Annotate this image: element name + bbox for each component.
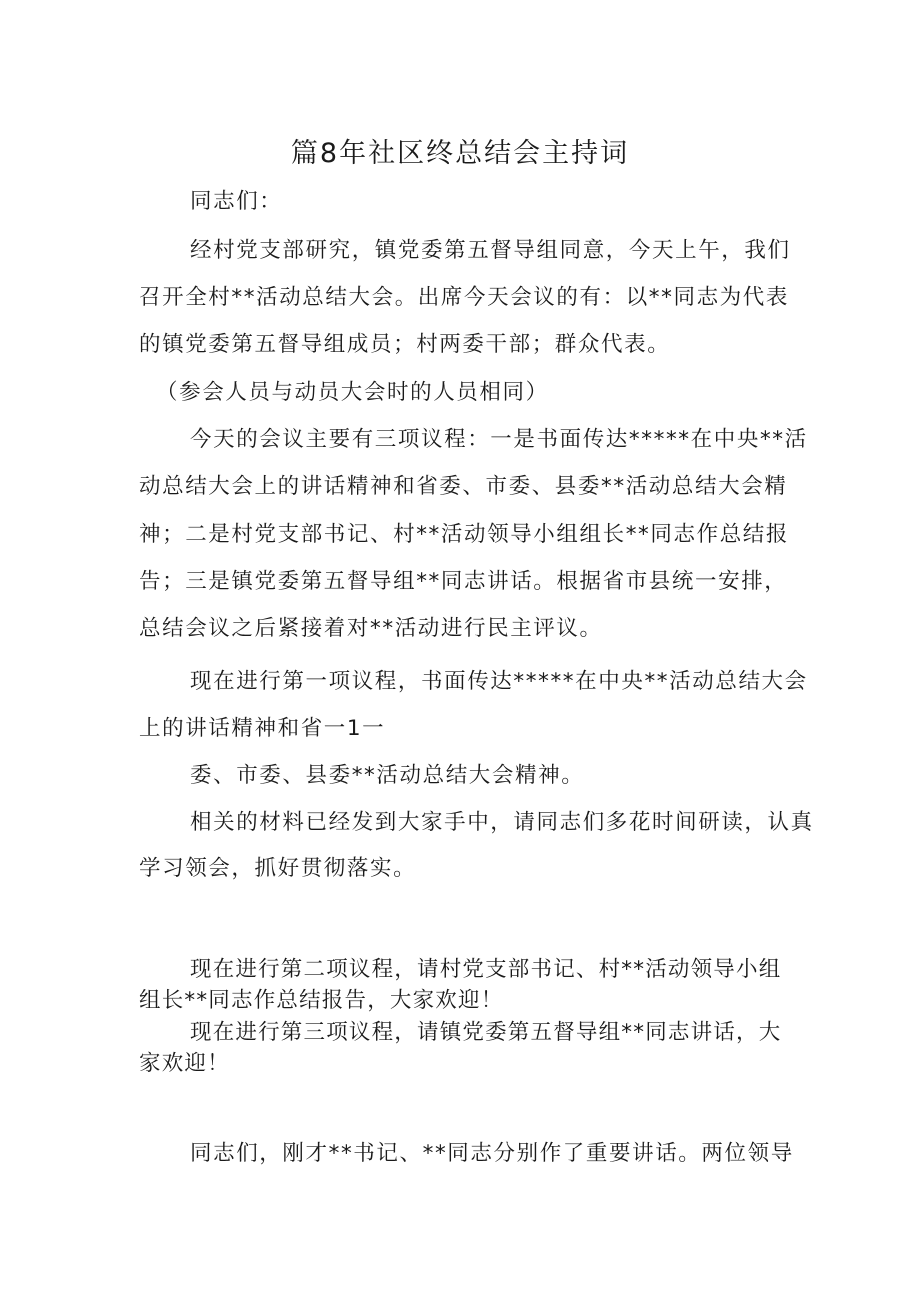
paragraph-2-line-4: 告；三是镇党委第五督导组**同志讲话。根据省市县统一安排， [139,569,788,594]
paragraph-3-line-1: 现在进行第一项议程，书面传达*****在中央**活动总结大会 [190,669,808,694]
paragraph-1-line-2: 召开全村**活动总结大会。出席今天会议的有：以**同志为代表 [139,285,790,310]
paragraph-2-line-5: 总结会议之后紧接着对**活动进行民主评议。 [139,616,603,641]
paragraph-6-line-2: 家欢迎！ [139,1051,230,1076]
paragraph-2-line-3: 神；二是村党支部书记、村**活动领导小组组长**同志作总结报 [139,522,790,547]
paragraph-2-line-2: 动总结大会上的讲话精神和省委、市委、县委**活动总结大会精 [139,474,788,499]
paragraph-5-line-1: 现在进行第二项议程，请村党支部书记、村**活动领导小组 [190,957,782,982]
greeting-line: 同志们： [190,189,283,214]
document-title: 篇8年社区终总结会主持词 [290,138,630,169]
paragraph-4-line-1: 相关的材料已经发到大家手中，请同志们多花时间研读，认真 [190,810,814,835]
paragraph-2-line-1: 今天的会议主要有三项议程：一是书面传达*****在中央**活 [190,427,808,452]
paragraph-1-line-1: 经村党支部研究，镇党委第五督导组同意，今天上午，我们 [190,238,791,263]
paragraph-3-line-2: 上的讲话精神和省一1一 [139,716,386,741]
paragraph-7-line-1: 同志们，刚才**书记、**同志分别作了重要讲话。两位领导 [190,1141,794,1166]
paragraph-5-line-2: 组长**同志作总结报告，大家欢迎！ [139,988,504,1013]
paragraph-4-line-2: 学习领会，抓好贯彻落实。 [139,856,417,881]
paragraph-1-line-3: 的镇党委第五督导组成员；村两委干部；群众代表。 [139,332,671,357]
paragraph-3-continuation: 委、市委、县委**活动总结大会精神。 [190,763,585,788]
paragraph-6-line-1: 现在进行第三项议程，请镇党委第五督导组**同志讲话，大 [190,1020,782,1045]
attendee-note: （参会人员与动员大会时的人员相同） [156,380,549,405]
